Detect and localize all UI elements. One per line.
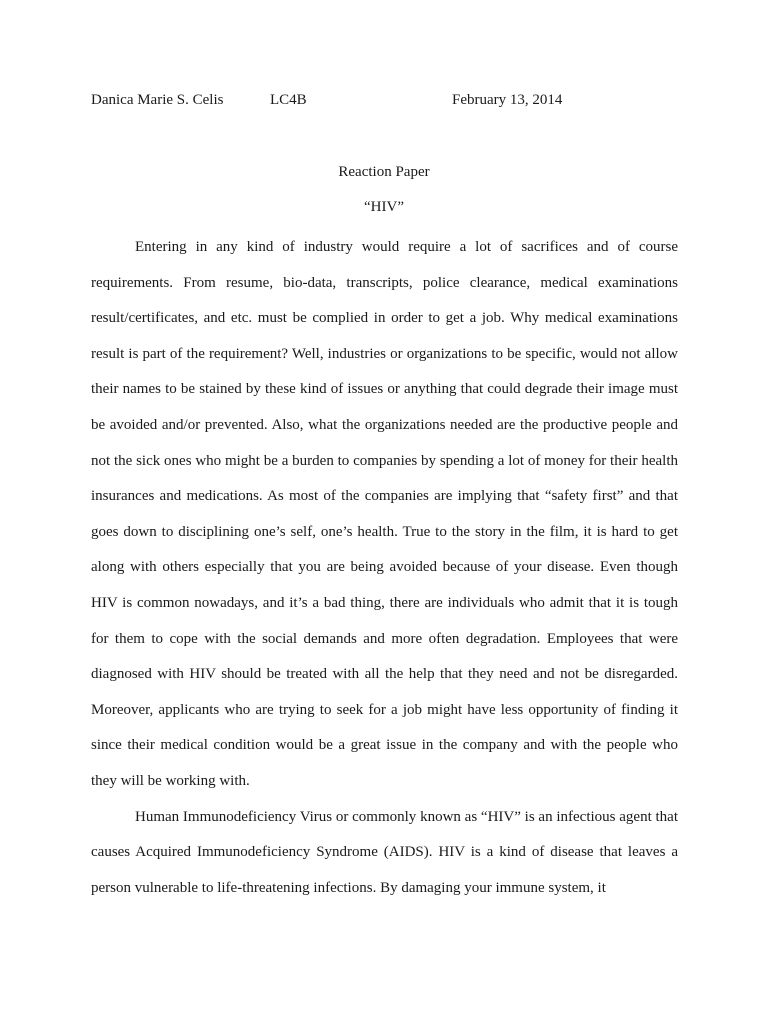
document-title: Reaction Paper	[338, 164, 430, 180]
author-name: Danica Marie S. Celis	[91, 92, 224, 108]
document-body	[91, 230, 678, 906]
document-header	[91, 92, 681, 112]
document-date: February 13, 2014	[452, 92, 563, 108]
paragraph-2: Human Immunodeficiency Virus or commonly known as “HIV” is an infectious agent that causes Acquired Immunodeficiency Syndrome (AIDS). HIV is a kind of disease that leaves a person vulnerable to life-threatening infections. By damaging your immune system, it	[91, 808, 678, 896]
class-section: LC4B	[270, 92, 307, 108]
paragraph-1: Entering in any kind of industry would require a lot of sacrifices and of course requirements. From resume, bio-data, transcripts, police clearance, medical examinations result/certificates, and etc. must be complied in order to get a job. Why medical examinations result is part of the requirement? Well, industries or organizations to be specific, would not allow their names to be stained by these kind of issues or anything that could degrade their image must be avoided and/or prevented. Also, what the organizations needed are the productive people and not the sick ones who might be a burden to companies by spending a lot of money for their health insurances and medications. As most of the companies are implying that “safety first” and that goes down to disciplining one’s self, one’s health. True to the story in the film, it is hard to get along with others especially that you are being avoided because of your disease. Even though HIV is common nowadays, and it’s a bad thing, there are individuals who admit that it is tough for them to cope with the social demands and more often degradation. Employees that were diagnosed with HIV should be treated with all the help that they need and not be disregarded. Moreover, applicants who are trying to seek for a job might have less opportunity of finding it since their medical condition would be a great issue in the company and with the people who they will be working with.	[91, 239, 678, 789]
document-subtitle: “HIV”	[364, 199, 404, 215]
